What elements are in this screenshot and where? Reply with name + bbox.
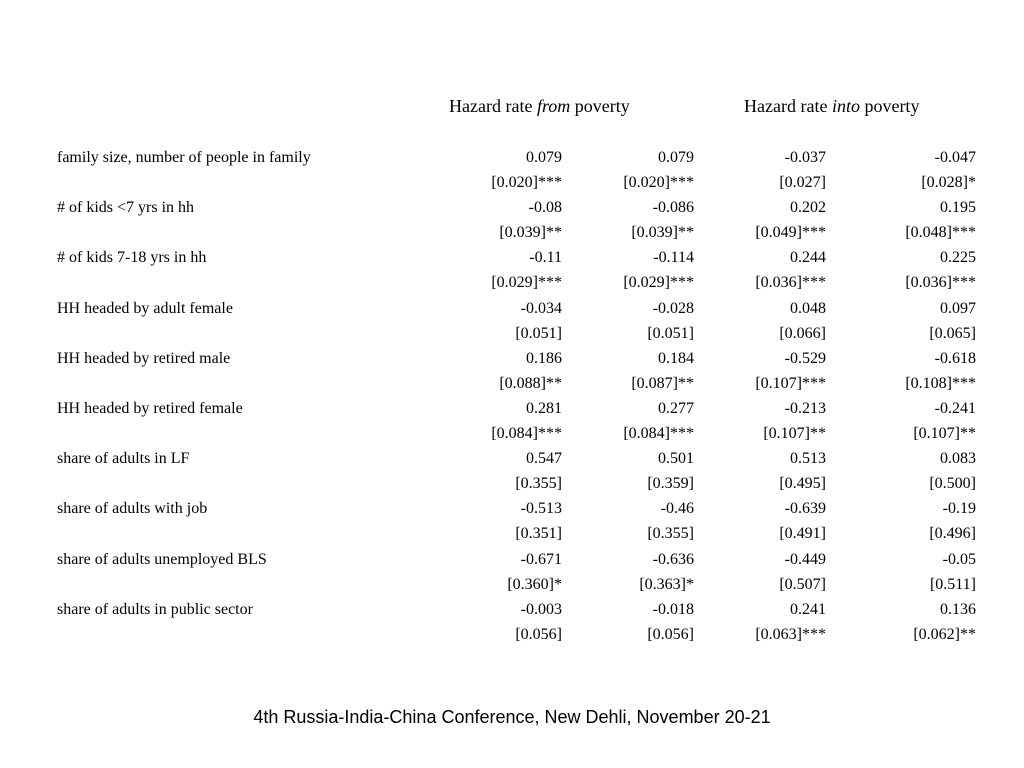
se-cell: [0.027]: [779, 174, 826, 192]
se-row: [0, 471, 1024, 496]
variable-label: HH headed by adult female: [57, 299, 233, 317]
se-row: [0, 220, 1024, 245]
header-hazard-into-poverty: [744, 95, 919, 117]
header-from-pre: Hazard rate: [449, 96, 537, 116]
se-cell: [0.065]: [929, 324, 976, 342]
coef-cell: 0.547: [526, 450, 562, 468]
se-cell: [0.491]: [779, 525, 826, 543]
variable-label: HH headed by retired male: [57, 349, 231, 367]
se-row: [0, 321, 1024, 346]
coef-cell: 0.281: [526, 399, 562, 417]
se-cell: [0.029]***: [491, 274, 562, 292]
header-into-post: poverty: [859, 96, 920, 116]
coef-cell: -0.449: [784, 550, 826, 568]
coef-row: [0, 396, 1024, 421]
coef-cell: 0.241: [790, 600, 826, 618]
se-cell: [0.360]*: [507, 575, 562, 593]
regression-table: [0, 145, 1024, 647]
coef-row: [0, 346, 1024, 371]
coef-row: [0, 597, 1024, 622]
variable-label: share of adults in public sector: [57, 600, 253, 618]
coef-cell: 0.184: [658, 349, 694, 367]
se-cell: [0.020]***: [491, 174, 562, 192]
se-cell: [0.511]: [929, 575, 976, 593]
header-from-post: poverty: [570, 96, 630, 116]
se-cell: [0.048]***: [905, 224, 976, 242]
coef-cell: -0.028: [652, 299, 694, 317]
coef-cell: -0.529: [784, 349, 826, 367]
se-cell: [0.051]: [647, 324, 694, 342]
coef-cell: -0.11: [529, 249, 562, 267]
coef-row: [0, 245, 1024, 270]
se-row: [0, 421, 1024, 446]
coef-cell: 0.136: [940, 600, 976, 618]
coef-cell: 0.048: [790, 299, 826, 317]
variable-label: # of kids 7-18 yrs in hh: [57, 249, 207, 267]
se-cell: [0.363]*: [639, 575, 694, 593]
se-cell: [0.036]***: [755, 274, 826, 292]
se-cell: [0.029]***: [623, 274, 694, 292]
coef-row: [0, 145, 1024, 170]
se-row: [0, 170, 1024, 195]
coef-cell: 0.195: [940, 199, 976, 217]
se-cell: [0.351]: [515, 525, 562, 543]
se-cell: [0.495]: [779, 475, 826, 493]
coef-cell: -0.003: [520, 600, 562, 618]
coef-cell: 0.079: [526, 149, 562, 166]
coef-cell: 0.186: [526, 349, 562, 367]
header-from-em: from: [536, 96, 571, 116]
variable-label: HH headed by retired female: [57, 399, 243, 417]
coef-cell: -0.114: [653, 249, 694, 267]
se-row: [0, 371, 1024, 396]
coef-cell: -0.086: [652, 199, 694, 217]
se-cell: [0.496]: [929, 525, 976, 543]
coef-cell: -0.618: [934, 349, 976, 367]
coef-row: [0, 296, 1024, 321]
coef-cell: -0.05: [942, 550, 976, 568]
coef-cell: 0.513: [790, 450, 826, 468]
se-cell: [0.355]: [647, 525, 694, 543]
coef-cell: -0.213: [784, 399, 826, 417]
se-cell: [0.084]***: [623, 425, 694, 443]
variable-label: share of adults in LF: [57, 450, 190, 468]
se-cell: [0.036]***: [905, 274, 976, 292]
se-row: [0, 572, 1024, 597]
se-cell: [0.108]***: [905, 374, 976, 392]
coef-cell: -0.047: [934, 149, 976, 166]
coef-cell: -0.018: [652, 600, 694, 618]
se-cell: [0.039]**: [631, 224, 694, 242]
se-cell: [0.507]: [779, 575, 826, 593]
coef-cell: -0.19: [942, 500, 976, 518]
variable-label: # of kids <7 yrs in hh: [57, 199, 195, 217]
coef-row: [0, 195, 1024, 220]
se-cell: [0.107]**: [913, 425, 976, 443]
se-cell: [0.087]**: [631, 374, 694, 392]
coef-cell: 0.225: [940, 249, 976, 267]
coef-cell: -0.513: [520, 500, 562, 518]
coef-cell: -0.034: [520, 299, 562, 317]
variable-label: family size, number of people in family: [57, 149, 311, 166]
coef-row: [0, 446, 1024, 471]
header-hazard-from-poverty: [449, 95, 630, 117]
coef-cell: 0.244: [790, 249, 826, 267]
coef-cell: -0.037: [784, 149, 826, 166]
se-row: [0, 622, 1024, 647]
se-cell: [0.049]***: [755, 224, 826, 242]
coef-cell: -0.241: [934, 399, 976, 417]
coef-cell: 0.097: [940, 299, 976, 317]
header-into-pre: Hazard rate: [744, 96, 832, 116]
se-cell: [0.020]***: [623, 174, 694, 192]
coef-cell: -0.08: [528, 199, 562, 217]
se-cell: [0.066]: [779, 324, 826, 342]
coef-cell: 0.202: [790, 199, 826, 217]
se-cell: [0.107]**: [763, 425, 826, 443]
se-cell: [0.062]**: [913, 625, 976, 643]
coef-cell: -0.46: [660, 500, 694, 518]
coef-cell: -0.671: [520, 550, 562, 568]
coef-cell: 0.083: [940, 450, 976, 468]
coef-cell: 0.501: [658, 450, 694, 468]
coef-cell: 0.277: [658, 399, 694, 417]
se-cell: [0.084]***: [491, 425, 562, 443]
se-cell: [0.107]***: [755, 374, 826, 392]
se-cell: [0.355]: [515, 475, 562, 493]
se-row: [0, 521, 1024, 546]
coef-row: [0, 496, 1024, 521]
se-cell: [0.051]: [515, 324, 562, 342]
se-cell: [0.056]: [647, 625, 694, 643]
se-cell: [0.039]**: [499, 224, 562, 242]
se-cell: [0.359]: [647, 475, 694, 493]
se-row: [0, 270, 1024, 295]
coef-row: [0, 547, 1024, 572]
se-cell: [0.500]: [929, 475, 976, 493]
header-into-em: into: [831, 96, 860, 116]
se-cell: [0.056]: [515, 625, 562, 643]
se-cell: [0.063]***: [755, 625, 826, 643]
se-cell: [0.028]*: [921, 174, 976, 192]
se-cell: [0.088]**: [499, 374, 562, 392]
coef-cell: -0.639: [784, 500, 826, 518]
coef-cell: -0.636: [652, 550, 694, 568]
coef-cell: 0.079: [658, 149, 694, 166]
variable-label: share of adults with job: [57, 500, 208, 518]
footer-conference: 4th Russia-India-China Conference, New Dehli, November 20-21: [253, 707, 771, 727]
variable-label: share of adults unemployed BLS: [57, 550, 267, 568]
